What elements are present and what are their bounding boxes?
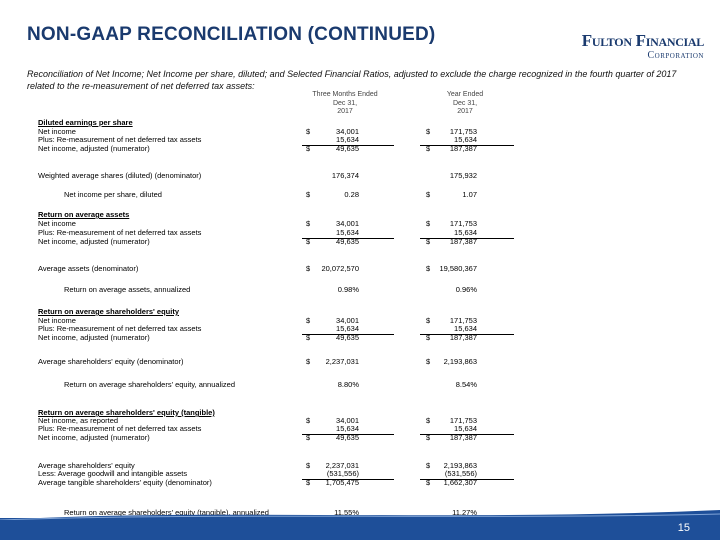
page-number: 15 <box>677 522 690 534</box>
column-header-line: Dec 31, <box>452 99 478 107</box>
currency-symbol: $ <box>426 237 431 246</box>
row-label: Net income, adjusted (numerator) <box>38 144 150 153</box>
table-row <box>0 171 720 181</box>
quarter-value: 2,237,031 <box>325 357 359 366</box>
quarter-value: 176,374 <box>331 171 359 180</box>
quarter-value: 8.80% <box>337 380 359 389</box>
row-label: Net income <box>38 219 76 228</box>
footer-bar <box>0 518 720 540</box>
row-label: Return on average assets, annualized <box>64 285 191 294</box>
currency-symbol: $ <box>306 416 311 425</box>
year-value: 1.07 <box>462 190 477 199</box>
year-value: 15,634 <box>454 324 477 333</box>
subtitle: Reconciliation of Net Income; Net Income per share, diluted; and Selected Financial Ratios, adjusted to exclude the charge recognized in the fourth quarter of 2017 related to the re-measurement of net deferred tax assets: <box>27 69 677 91</box>
year-value: 15,634 <box>454 228 477 237</box>
year-value: 2,193,863 <box>443 461 477 470</box>
row-label: Return on average shareholders' equity, annualized <box>64 380 235 389</box>
row-label: Net income <box>38 316 76 325</box>
currency-symbol: $ <box>306 433 311 442</box>
section-heading: Return on average assets <box>38 210 130 219</box>
row-label: Average tangible shareholders' equity (denominator) <box>38 478 212 487</box>
column-header-quarter <box>300 91 390 117</box>
column-header-line: 2017 <box>457 108 473 115</box>
currency-symbol: $ <box>426 416 431 425</box>
section-heading: Return on average shareholders' equity (tangible) <box>38 408 215 417</box>
table-row <box>0 333 720 343</box>
currency-symbol: $ <box>426 357 431 366</box>
year-value: (531,556) <box>444 469 477 478</box>
currency-symbol: $ <box>306 190 311 199</box>
row-label: Net income <box>38 127 76 136</box>
table-row <box>0 478 720 488</box>
currency-symbol: $ <box>426 333 431 342</box>
year-value: 15,634 <box>454 424 477 433</box>
year-value: 171,753 <box>449 316 477 325</box>
table-row <box>0 380 720 390</box>
year-value: 187,387 <box>449 237 477 246</box>
row-label: Plus: Re-measurement of net deferred tax assets <box>38 228 202 237</box>
table-row <box>0 237 720 247</box>
quarter-value: 49,635 <box>336 237 359 246</box>
currency-symbol: $ <box>426 127 431 136</box>
quarter-value: 34,001 <box>336 127 359 136</box>
quarter-value: 34,001 <box>336 219 359 228</box>
quarter-value: 1,705,475 <box>325 478 359 487</box>
table-row <box>0 433 720 443</box>
quarter-value: 15,634 <box>336 135 359 144</box>
quarter-value: 0.28 <box>344 190 359 199</box>
row-label: Weighted average shares (diluted) (denominator) <box>38 171 202 180</box>
currency-symbol: $ <box>306 333 311 342</box>
currency-symbol: $ <box>426 264 431 273</box>
currency-symbol: $ <box>426 190 431 199</box>
row-label: Plus: Re-measurement of net deferred tax assets <box>38 135 202 144</box>
quarter-value: 15,634 <box>336 424 359 433</box>
section-heading: Return on average shareholders' equity <box>38 307 179 316</box>
quarter-value: 49,635 <box>336 333 359 342</box>
year-value: 8.54% <box>455 380 477 389</box>
row-label: Average shareholders' equity <box>38 461 135 470</box>
column-header-year <box>420 91 510 117</box>
company-logo <box>582 32 704 62</box>
currency-symbol: $ <box>306 461 311 470</box>
currency-symbol: $ <box>426 144 431 153</box>
row-label: Net income, as reported <box>38 416 119 425</box>
row-label: Average assets (denominator) <box>38 264 139 273</box>
currency-symbol: $ <box>426 433 431 442</box>
row-label: Net income, adjusted (numerator) <box>38 237 150 246</box>
table-row <box>0 357 720 367</box>
quarter-value: 49,635 <box>336 144 359 153</box>
quarter-value: 0.98% <box>337 285 359 294</box>
row-label: Less: Average goodwill and intangible assets <box>38 469 188 478</box>
year-value: 175,932 <box>449 171 477 180</box>
logo-corp: Corporation <box>647 50 704 61</box>
currency-symbol: $ <box>306 127 311 136</box>
quarter-value: (531,556) <box>326 469 359 478</box>
currency-symbol: $ <box>306 219 311 228</box>
column-header-line: 2017 <box>337 108 353 115</box>
currency-symbol: $ <box>306 144 311 153</box>
year-value: 171,753 <box>449 219 477 228</box>
year-value: 1,662,307 <box>443 478 477 487</box>
row-label: Net income, adjusted (numerator) <box>38 333 150 342</box>
year-value: 0.96% <box>455 285 477 294</box>
year-value: 11.27% <box>452 508 477 517</box>
year-value: 187,387 <box>449 333 477 342</box>
year-value: 187,387 <box>449 144 477 153</box>
quarter-value: 11.55% <box>334 508 359 517</box>
row-label: Net income, adjusted (numerator) <box>38 433 150 442</box>
currency-symbol: $ <box>306 264 311 273</box>
currency-symbol: $ <box>306 316 311 325</box>
column-header-line: Dec 31, <box>332 99 358 107</box>
row-label: Plus: Re-measurement of net deferred tax assets <box>38 424 202 433</box>
column-header-line: Year Ended <box>446 91 484 98</box>
quarter-value: 15,634 <box>336 228 359 237</box>
quarter-value: 20,072,570 <box>321 264 359 273</box>
currency-symbol: $ <box>306 478 311 487</box>
row-label: Average shareholders' equity (denominator) <box>38 357 184 366</box>
table-row <box>0 190 720 200</box>
currency-symbol: $ <box>426 478 431 487</box>
table-row <box>0 264 720 274</box>
currency-symbol: $ <box>426 316 431 325</box>
year-value: 171,753 <box>449 127 477 136</box>
currency-symbol: $ <box>426 219 431 228</box>
year-value: 2,193,863 <box>443 357 477 366</box>
year-value: 187,387 <box>449 433 477 442</box>
table-row <box>0 144 720 154</box>
row-label: Plus: Re-measurement of net deferred tax assets <box>38 324 202 333</box>
row-label: Net income per share, diluted <box>64 190 162 199</box>
year-value: 19,580,367 <box>439 264 477 273</box>
logo-name: Fulton Financial <box>581 31 704 50</box>
quarter-value: 34,001 <box>336 416 359 425</box>
quarter-value: 34,001 <box>336 316 359 325</box>
quarter-value: 2,237,031 <box>325 461 359 470</box>
page-title: NON-GAAP RECONCILIATION (CONTINUED) <box>27 24 436 45</box>
column-header-line: Three Months Ended <box>312 91 378 98</box>
row-label: Return on average shareholders' equity (tangible), annualized <box>64 508 269 517</box>
currency-symbol: $ <box>426 461 431 470</box>
table-row <box>0 285 720 295</box>
quarter-value: 15,634 <box>336 324 359 333</box>
year-value: 171,753 <box>449 416 477 425</box>
currency-symbol: $ <box>306 357 311 366</box>
currency-symbol: $ <box>306 237 311 246</box>
footer-wave-decoration <box>0 508 720 520</box>
year-value: 15,634 <box>454 135 477 144</box>
quarter-value: 49,635 <box>336 433 359 442</box>
section-heading: Diluted earnings per share <box>38 118 133 127</box>
